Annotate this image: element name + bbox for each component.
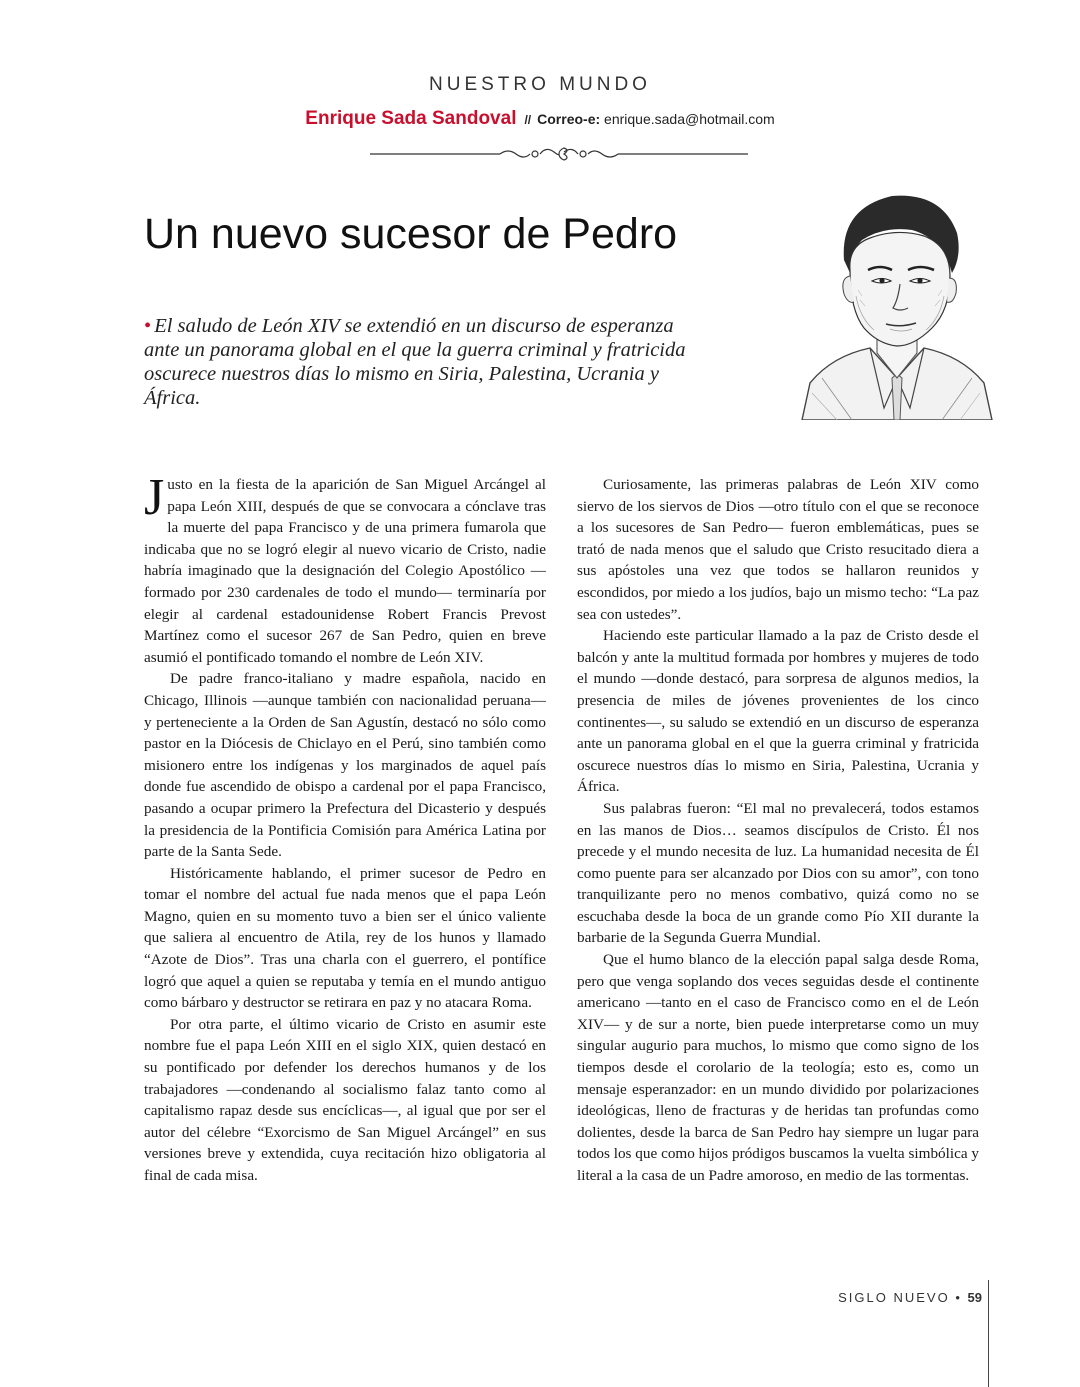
footer-dot: •	[955, 1290, 962, 1305]
article-column-left	[144, 469, 546, 1187]
deck-text: El saludo de León XIV se extendió en un discurso de esperanza ante un panorama global en el que la guerra criminal y fratricida oscurece nuestros días lo mismo en Siria, Palestina, Ucrania y África.	[144, 315, 686, 409]
article-paragraph: Haciendo este particular llamado a la paz de Cristo desde el balcón y ante la multitud formada por hombres y mujeres de todo el mundo —donde destacó, para sorpresa de algunos medios, la presencia de miles de jóvenes provenientes de los cinco continentes—, su saludo se extendió en un discurso de esperanza ante un panorama global en el que la guerra criminal y fratricida oscurece nuestros días lo mismo en Siria, Palestina, Ucrania y África.	[577, 627, 979, 796]
article-paragraph: Curiosamente, las primeras palabras de León XIV como siervo de los siervos de Dios —otro título con el que se reconoce a los sucesores de San Pedro— fueron emblemáticas, pues se trató de nada menos que el saludo que Cristo resucitado diera a sus apóstoles una vez que todos se hallaron reunidos y escondidos, por miedo a los judíos, bajo un mismo techo: “La paz sea con ustedes”.	[577, 476, 979, 623]
email-label: Correo-e:	[537, 111, 601, 127]
article-deck	[144, 314, 704, 410]
flourish-divider-icon	[370, 144, 748, 164]
byline	[0, 108, 1080, 130]
article-column-right	[577, 474, 979, 1187]
author-portrait-illustration	[792, 178, 1002, 420]
article-paragraph	[144, 469, 546, 668]
article-paragraph: Sus palabras fueron: “El mal no prevalecerá, todos estamos en las manos de Dios… seamos discípulos de Cristo. Él nos precede y el mundo necesita de luz. La humanidad necesita de Él como puente para ser alcanzado por Dios con su amor”, con tono tranquilizante pero no menos combativo, quizá como no se escuchaba desde la boca de un grande como Pío XII durante la barbarie de la Segunda Guerra Mundial.	[577, 799, 979, 947]
article-paragraph: De padre franco-italiano y madre española, nacido en Chicago, Illinois —aunque también con nacionalidad peruana— y perteneciente a la Orden de San Agustín, destacó no sólo como pastor en la Diócesis de Chiclayo en el Perú, sino también como misionero entre los indígenas y los marginados de aquel país donde fue ascendido de obispo a cardenal por el papa Francisco, pasando a ocupar primero la Prefectura del Dicasterio y después la presidencia de la Pontificia Comisión para América Latina por parte de la Santa Sede.	[144, 670, 546, 861]
page-number: 59	[967, 1290, 982, 1305]
drop-cap: J	[144, 469, 165, 526]
author-name: Enrique Sada Sandoval	[305, 108, 517, 129]
magazine-name: SIGLO NUEVO	[838, 1290, 950, 1305]
deck-bullet: •	[144, 315, 152, 337]
article-paragraph: Por otra parte, el último vicario de Cristo en asumir este nombre fue el papa León XIII en el siglo XIX, quien destacó en su pontificado por defender los derechos humanos y de los trabajadores —condenando al socialismo falaz tanto como al capitalismo rapaz desde sus encíclicas—, al igual que por ser el autor del célebre “Exorcismo de San Miguel Arcángel” en sus versiones breve y extendida, cuya recitación hizo obligatoria al final de cada misa.	[144, 1015, 546, 1184]
section-label: NUESTRO MUNDO	[429, 74, 651, 95]
author-email[interactable]: enrique.sada@hotmail.com	[604, 111, 775, 127]
article-title: Un nuevo sucesor de Pedro	[144, 210, 678, 258]
article-paragraph: Históricamente hablando, el primer sucesor de Pedro en tomar el nombre del actual fue nada menos que el papa León Magno, quien en su momento tuvo a bien ser el único valiente que saliera al encuentro de Atila, rey de los hunos y llamado “Azote de Dios”. Tras una charla con el guerrero, el pontífice logró que aquel a quien se reputaba y temía en el mundo antiguo como bárbaro y destructor se retirara en paz y no atacara Roma.	[144, 864, 546, 1012]
byline-separator: //	[524, 113, 532, 127]
paragraph-text: usto en la fiesta de la aparición de San Miguel Arcángel al papa León XIII, después de que se convocara a cónclave tras la muerte del papa Francisco y de una primera fumarola que indicaba que no se logró elegir al nuevo vicario de Cristo, nadie habría imaginado que la designación del Colegio Apostólico —formado por 230 cardenales de todo el mundo— terminaría por elegir al cardenal estadounidense Robert Francis Prevost Martínez como el sucesor 267 de San Pedro, quien en breve asumió el pontificado tomando el nombre de León XIV.	[144, 476, 546, 666]
footer-rule	[988, 1280, 989, 1387]
page-footer	[838, 1290, 982, 1305]
article-paragraph: Que el humo blanco de la elección papal salga desde Roma, pero que venga soplando dos veces seguidas desde el continente americano —tanto en el caso de Francisco como en el de León XIV— y de sur a norte, bien puede interpretarse como un muy singular augurio para muchos, lo mismo que como signo de los tiempos desde el corolario de la teología; esto es, como un mensaje esperanzador: en un mundo dividido por polarizaciones ideológicas, lleno de fracturas y de heridas tan profundas como dolientes, desde la barca de San Pedro hay siempre un lugar para todos los que como hijos pródigos buscamos la vuelta simbólica y literal a la casa de un Padre amoroso, en medio de las tormentas.	[577, 951, 979, 1184]
